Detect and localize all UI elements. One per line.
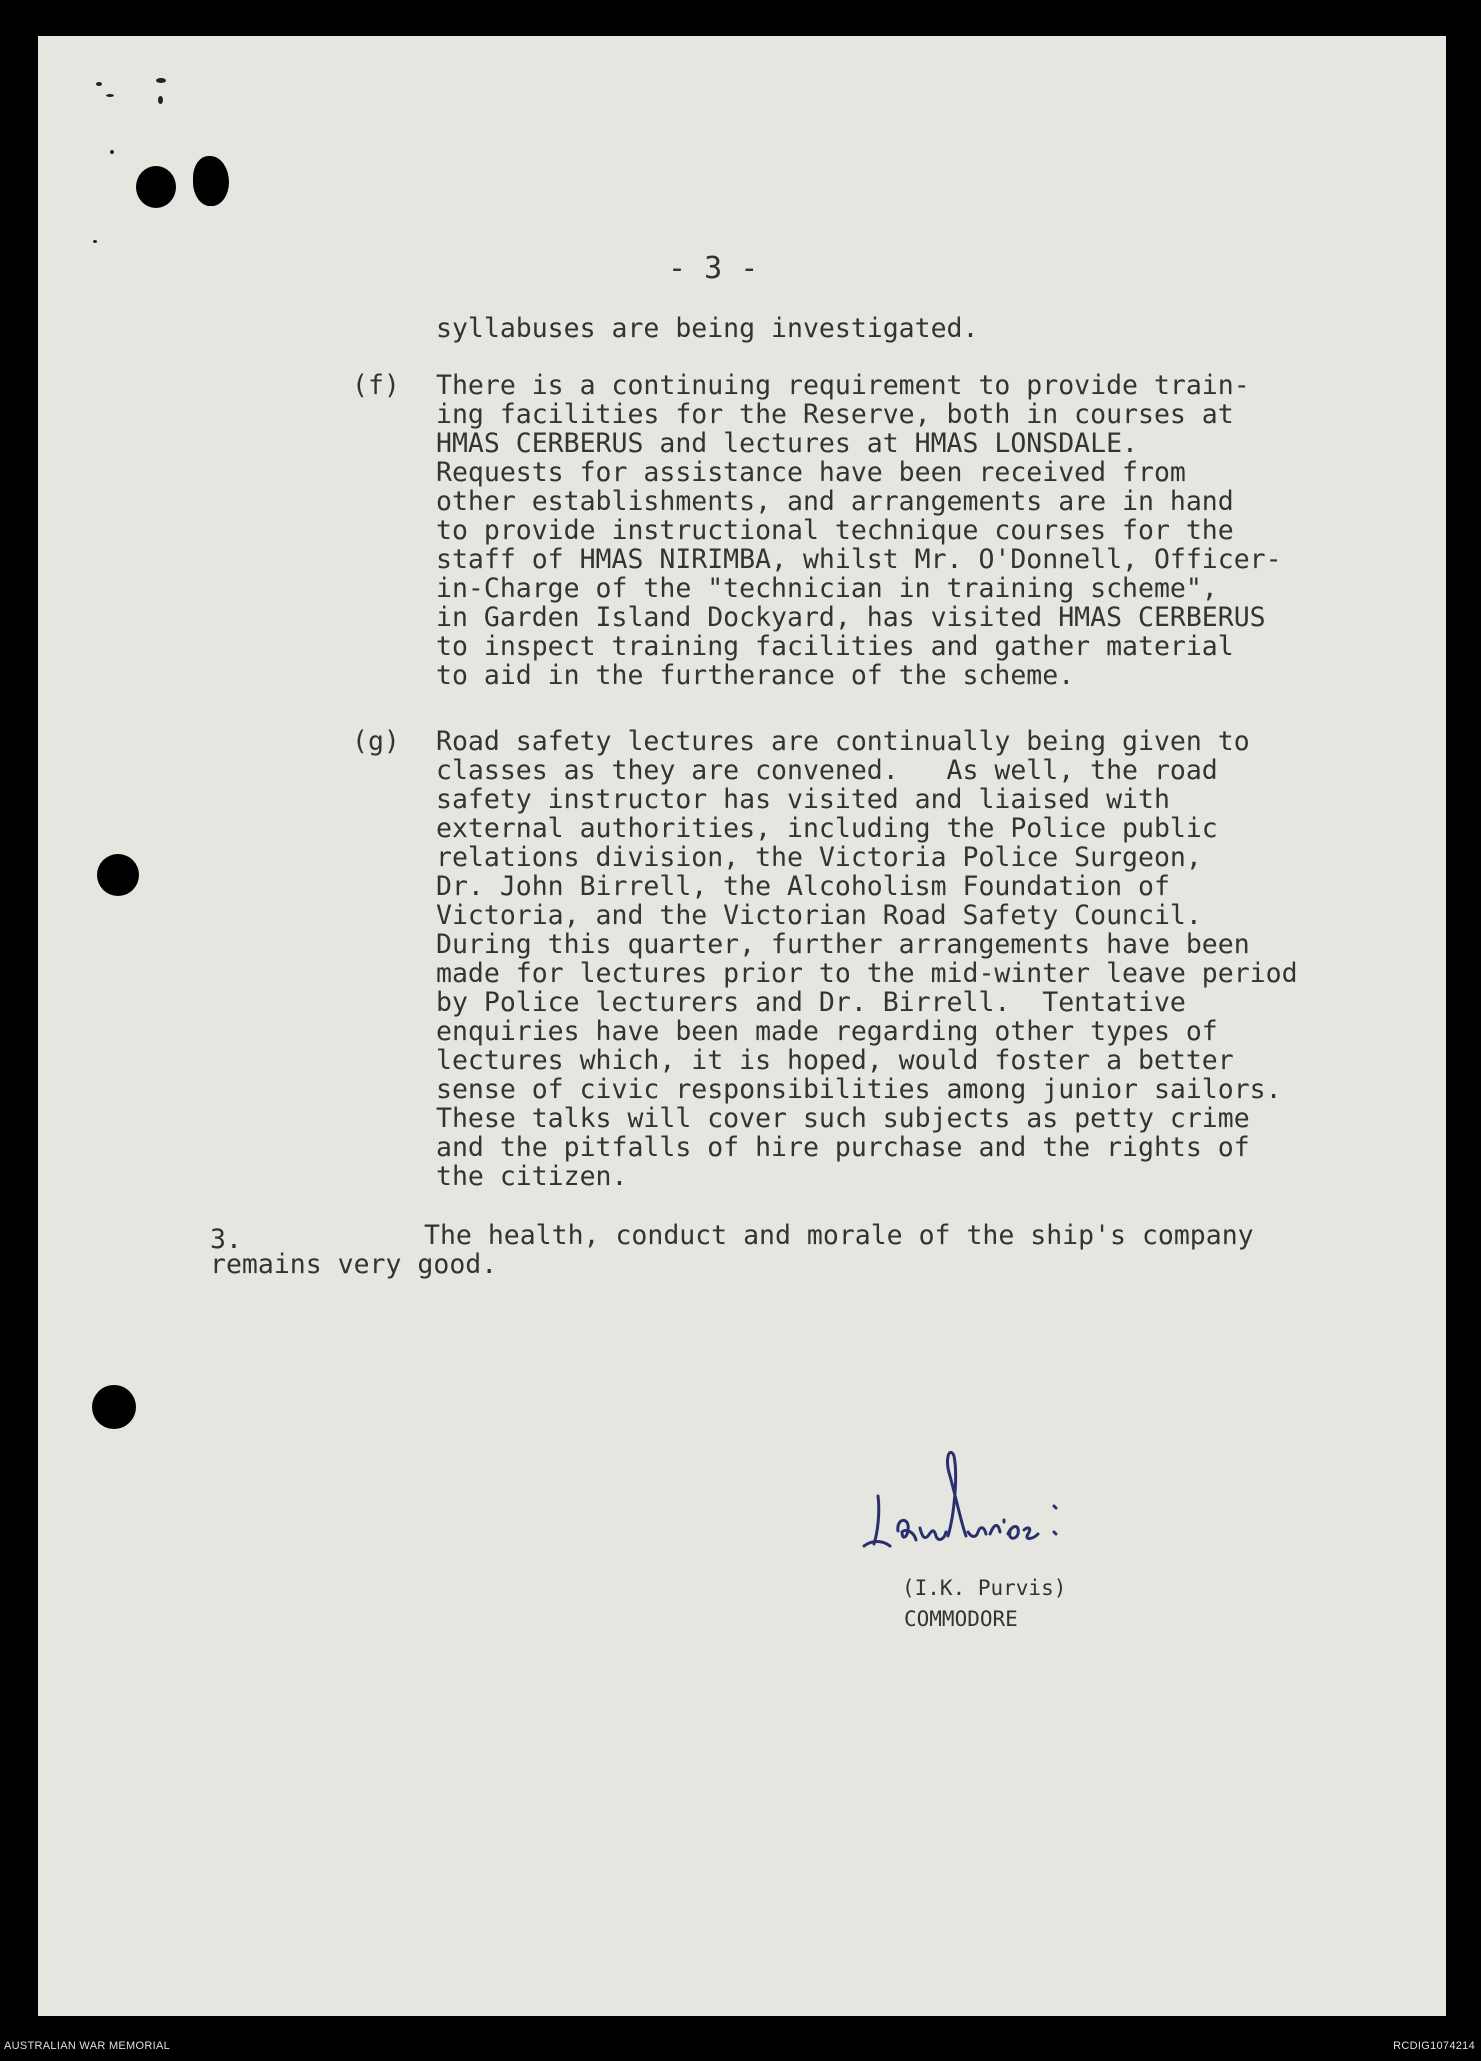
item-f-label: (f)	[352, 370, 400, 401]
footer-archive-name: AUSTRALIAN WAR MEMORIAL	[4, 2040, 171, 2052]
item-g-line: relations division, the Victoria Police Surgeon,	[436, 842, 1202, 873]
item-f-line: HMAS CERBERUS and lectures at HMAS LONSDALE.	[436, 428, 1138, 459]
page-number: - 3 -	[668, 251, 759, 286]
handwritten-signature	[858, 1436, 1158, 1566]
item-g-line: and the pitfalls of hire purchase and the rights of	[436, 1132, 1250, 1163]
item-f-line: to provide instructional technique courses for the	[436, 515, 1234, 546]
item-g-line: made for lectures prior to the mid-winter leave period	[436, 958, 1298, 989]
item-g-line: During this quarter, further arrangements have been	[436, 929, 1250, 960]
punch-hole-top-torn	[193, 156, 229, 206]
item-g-line: Road safety lectures are continually being given to	[436, 726, 1250, 757]
item-g-line: lectures which, it is hoped, would foster a better	[436, 1045, 1234, 1076]
speck-mark	[93, 240, 97, 243]
item-g-line: These talks will cover such subjects as petty crime	[436, 1103, 1250, 1134]
item-f-line: to aid in the furtherance of the scheme.	[436, 660, 1075, 691]
punch-hole-top-left	[136, 166, 176, 208]
staple-mark	[158, 96, 163, 104]
continuation-line: syllabuses are being investigated.	[436, 313, 979, 344]
item-f-line: in Garden Island Dockyard, has visited HMAS CERBERUS	[436, 602, 1266, 633]
item-g-line: Dr. John Birrell, the Alcoholism Foundation of	[436, 871, 1170, 902]
item-f-line: other establishments, and arrangements are in hand	[436, 486, 1234, 517]
signatory-name: (I.K. Purvis)	[902, 1576, 1067, 1600]
footer-record-id: RCDIG1074214	[1393, 2040, 1475, 2052]
document-page	[38, 36, 1446, 2016]
item-g-line: safety instructor has visited and liaised with	[436, 784, 1170, 815]
item-g-line: enquiries have been made regarding other types of	[436, 1016, 1218, 1047]
paragraph-3-line: The health, conduct and morale of the ship's company	[424, 1220, 1254, 1251]
staple-mark	[156, 78, 166, 83]
item-g-line: external authorities, including the Police public	[436, 813, 1218, 844]
paragraph-3-number: 3.	[210, 1224, 242, 1255]
item-f-line: in-Charge of the "technician in training scheme",	[436, 573, 1218, 604]
punch-hole-bottom	[92, 1385, 136, 1429]
signatory-rank: COMMODORE	[904, 1607, 1018, 1631]
item-g-line: sense of civic responsibilities among junior sailors.	[436, 1074, 1282, 1105]
staple-mark	[96, 82, 102, 86]
item-g-line: the citizen.	[436, 1161, 628, 1192]
punch-hole-middle	[97, 854, 139, 896]
item-f-line: There is a continuing requirement to provide train-	[436, 370, 1250, 401]
staple-mark	[106, 94, 114, 97]
item-g-line: by Police lecturers and Dr. Birrell. Tentative	[436, 987, 1186, 1018]
item-g-label: (g)	[352, 726, 400, 757]
item-g-line: Victoria, and the Victorian Road Safety Council.	[436, 900, 1202, 931]
speck-mark	[110, 150, 114, 154]
item-f-line: to inspect training facilities and gather material	[436, 631, 1234, 662]
item-f-line: staff of HMAS NIRIMBA, whilst Mr. O'Donnell, Officer-	[436, 544, 1282, 575]
item-f-line: Requests for assistance have been received from	[436, 457, 1186, 488]
item-g-line: classes as they are convened. As well, the road	[436, 755, 1218, 786]
paragraph-3-line: remains very good.	[210, 1249, 498, 1280]
item-f-line: ing facilities for the Reserve, both in courses at	[436, 399, 1234, 430]
